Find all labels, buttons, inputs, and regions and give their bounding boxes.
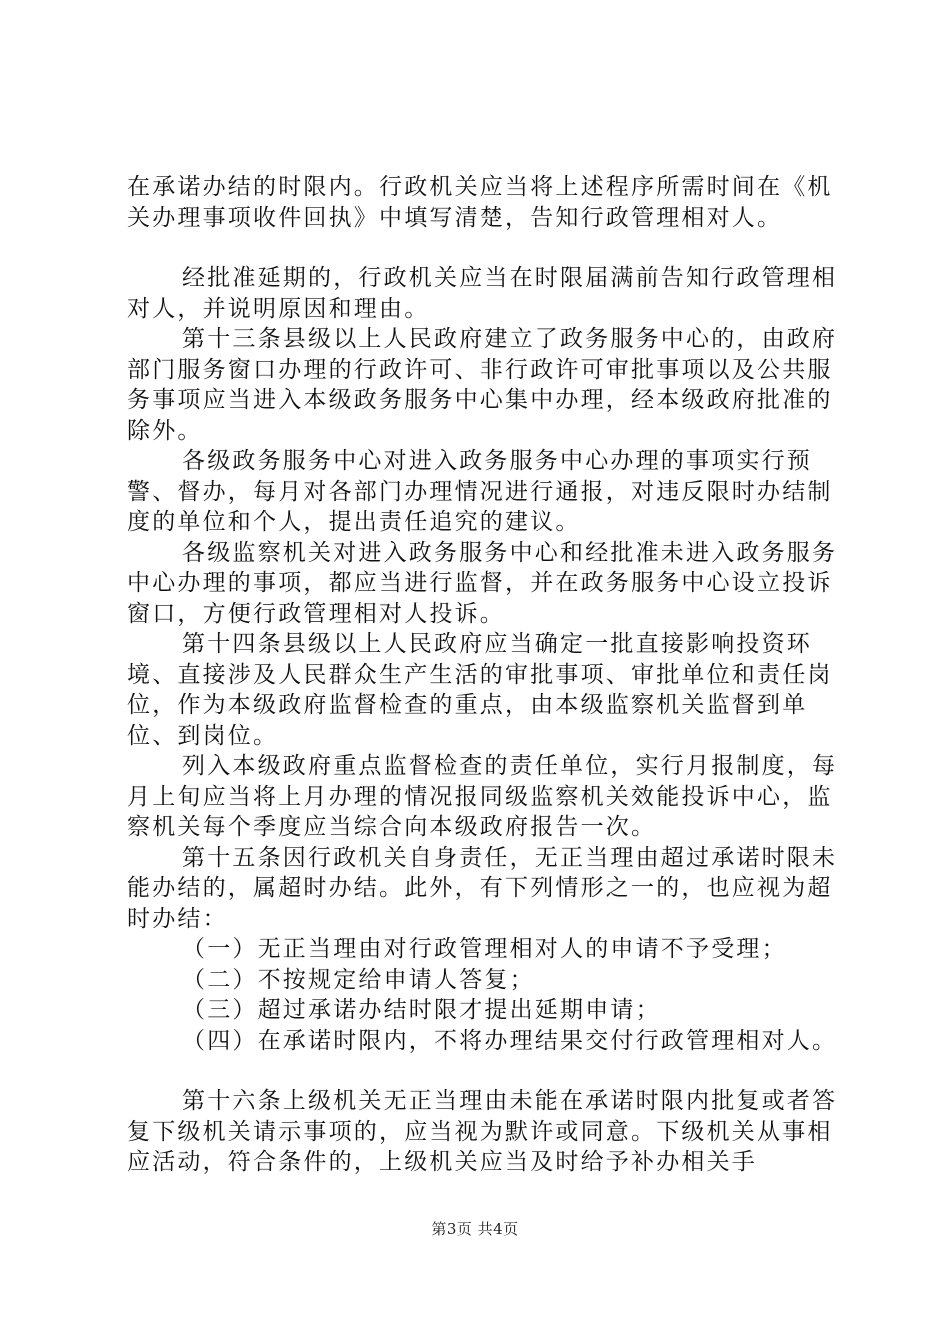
paragraph-article-13: 第十三条县级以上人民政府建立了政务服务中心的，由政府部门服务窗口办理的行政许可、非行政许可审批事项以及公共服务事项应当进入本级政务服务中心集中办理，经本级政府批准的除外。 — [127, 326, 838, 444]
paragraph-supervision-complaints: 各级监察机关对进入政务服务中心和经批准未进入政务服务中心办理的事项，都应当进行监督，并在政务服务中心设立投诉窗口，方便行政管理相对人投诉。 — [127, 539, 838, 627]
paragraph-article-14: 第十四条县级以上人民政府应当确定一批直接影响投资环境、直接涉及人民群众生产生活的审批事项、审批单位和责任岗位，作为本级政府监督检查的重点，由本级监察机关监督到单位、到岗位。 — [127, 631, 833, 749]
document-body — [127, 172, 847, 1178]
paragraph-article-16: 第十六条上级机关无正当理由未能在承诺时限内批复或者答复下级机关请示事项的，应当视为默许或同意。下级机关从事相应活动，符合条件的，上级机关应当及时给予补办相关手 — [127, 1088, 838, 1175]
paragraph-extension-notice: 经批准延期的，行政机关应当在时限届满前告知行政管理相对人，并说明原因和理由。 — [127, 265, 838, 322]
paragraph-monthly-report: 列入本级政府重点监督检查的责任单位，实行月报制度，每月上旬应当将上月办理的情况报同级监察机关效能投诉中心，监察机关每个季度应当综合向本级政府报告一次。 — [127, 753, 838, 840]
list-item-3: （三）超过承诺办结时限才提出延期申请； — [182, 997, 661, 1023]
list-item-2: （二）不按规定给申请人答复； — [182, 966, 535, 993]
page-footer: 第3页 共4页 — [431, 1220, 519, 1238]
list-item-4: （四）在承诺时限内，不将办理结果交付行政管理相对人。 — [182, 1027, 838, 1054]
paragraph-service-center-warning: 各级政务服务中心对进入政务服务中心办理的事项实行预警、督办，每月对各部门办理情况进行通报，对违反限时办结制度的单位和个人，提出责任追究的建议。 — [127, 448, 833, 535]
list-item-1: （一）无正当理由对行政管理相对人的申请不予受理； — [182, 936, 787, 962]
paragraph-article-15: 第十五条因行政机关自身责任，无正当理由超过承诺时限未能办结的，属超时办结。此外，有下列情形之一的，也应视为超时办结： — [127, 844, 838, 932]
paragraph-continuation: 在承诺办结的时限内。行政机关应当将上述程序所需时间在《机关办理事项收件回执》中填写清楚，告知行政管理相对人。 — [127, 174, 833, 231]
